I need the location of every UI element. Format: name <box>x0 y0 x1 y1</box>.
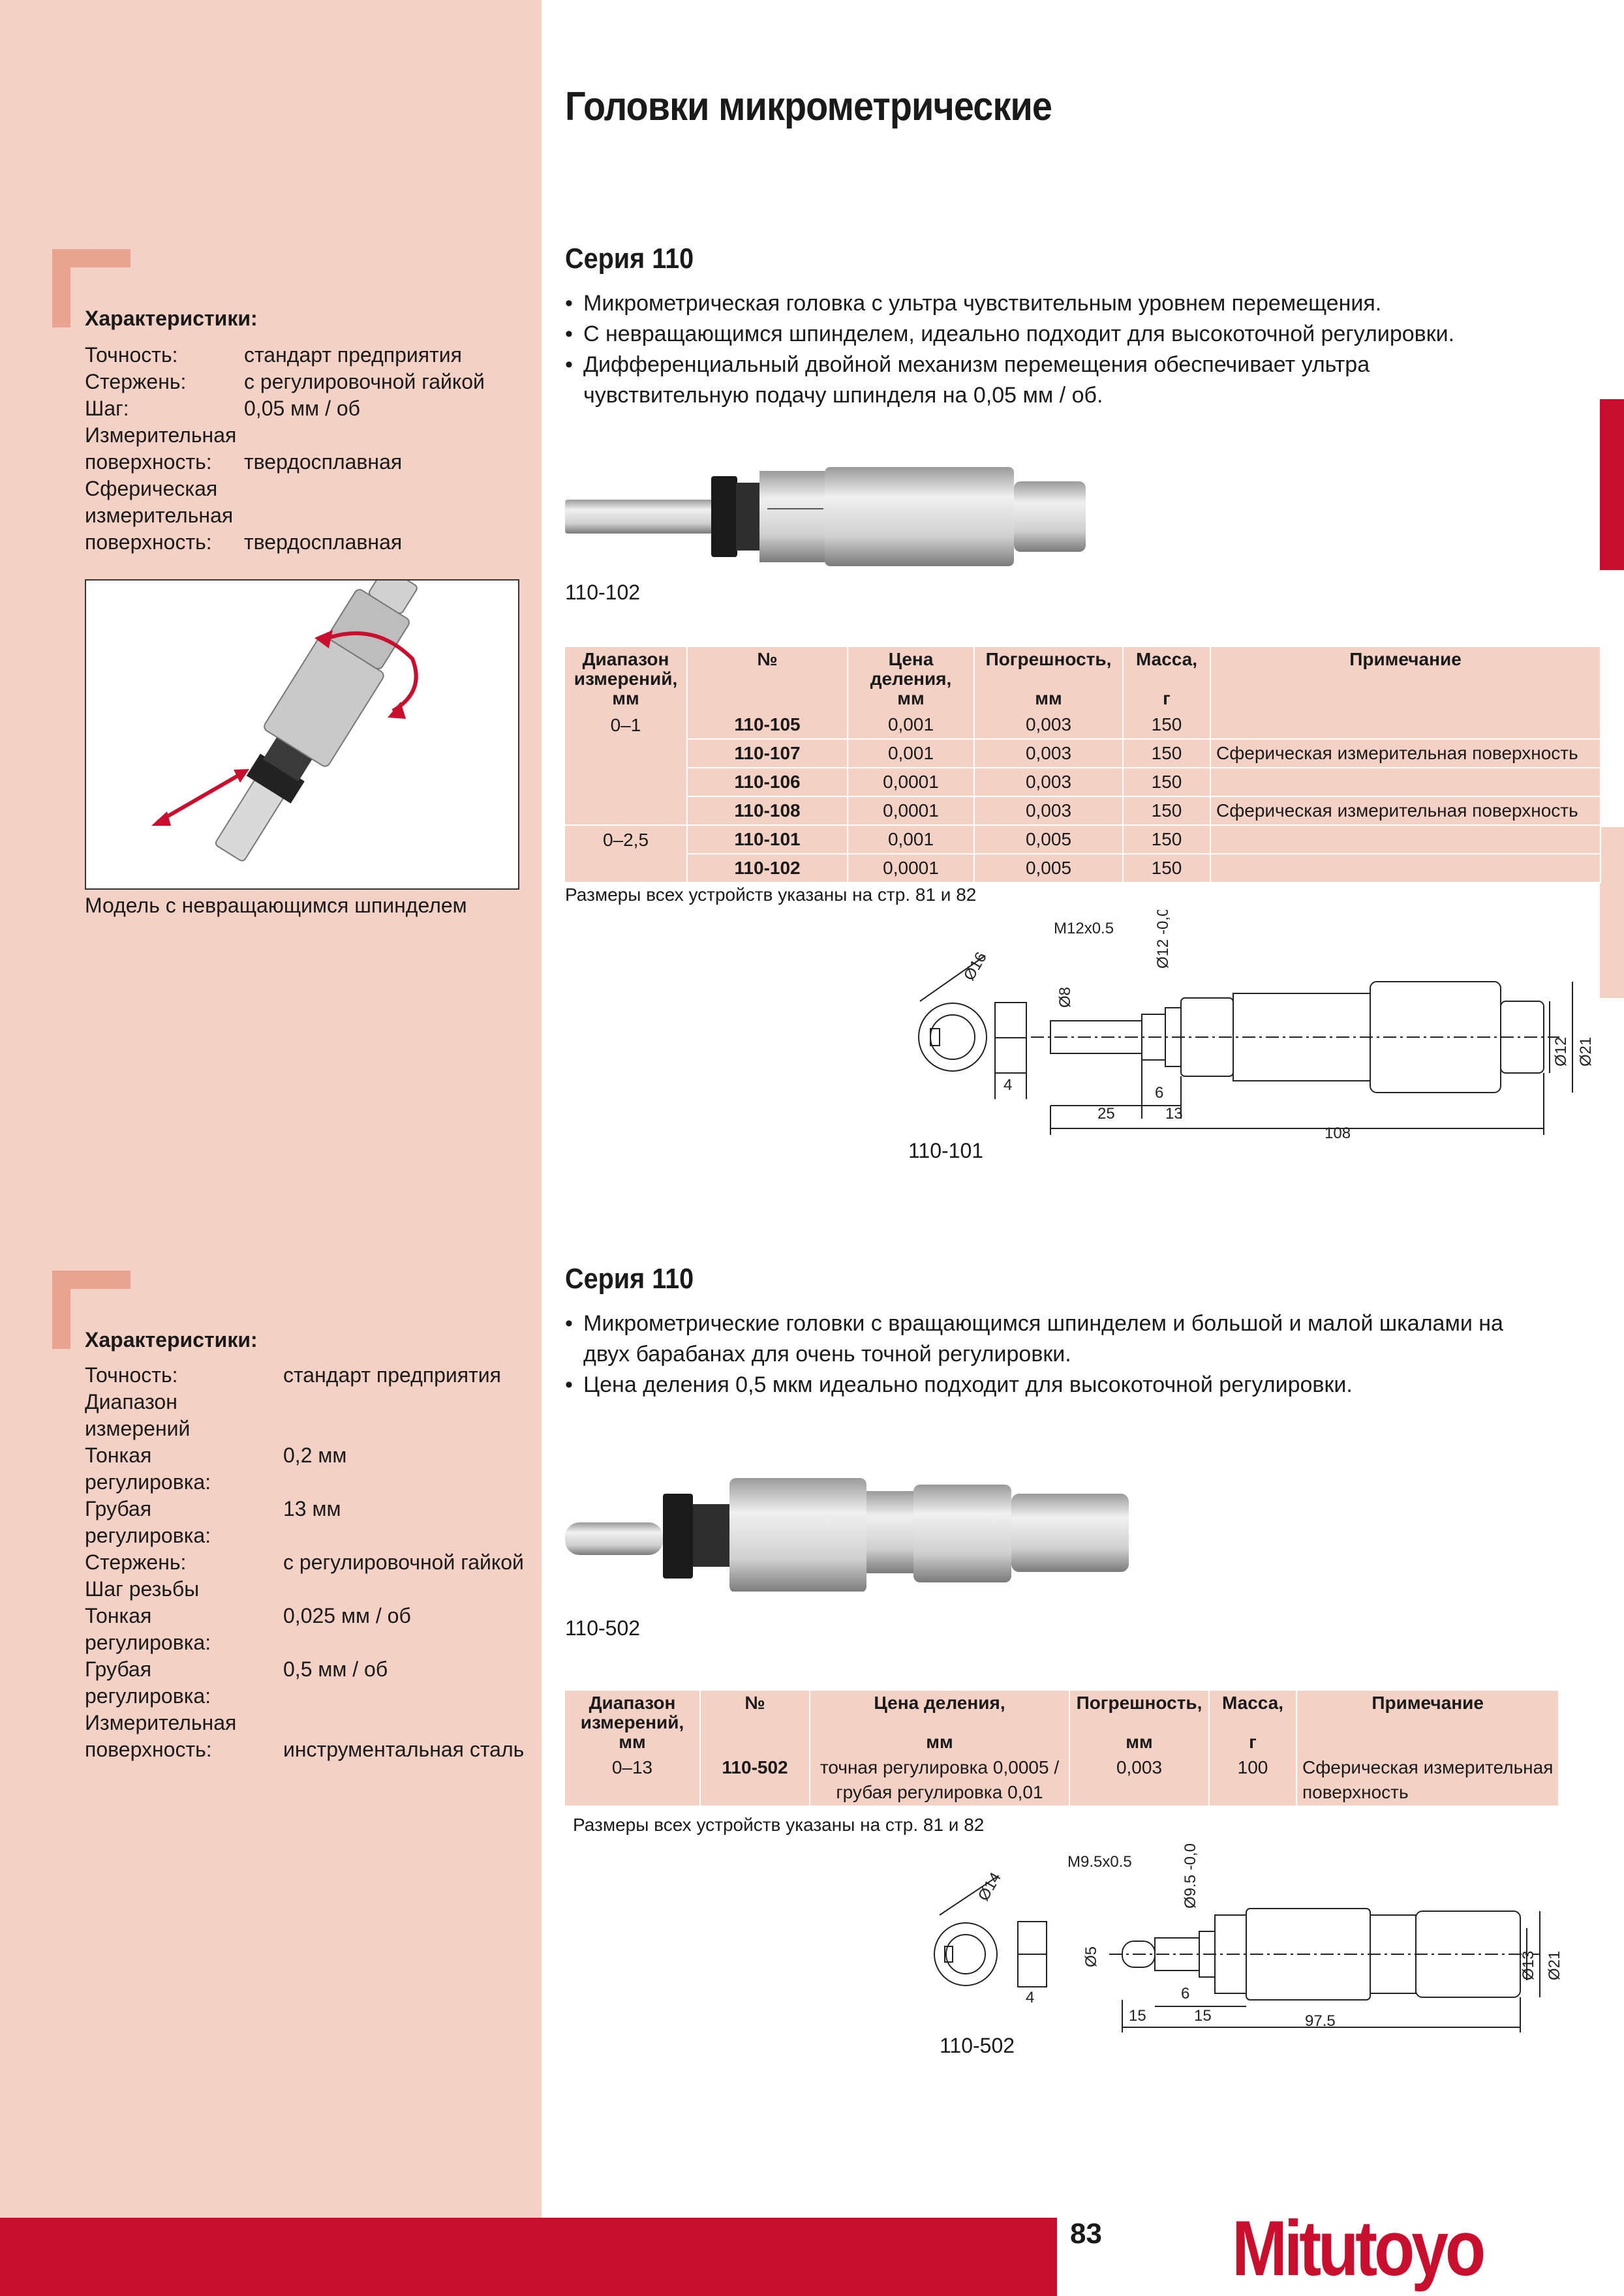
spec-value: 0,05 мм / об <box>244 397 360 420</box>
dim-d13: Ø13 <box>1520 1950 1537 1980</box>
table-row <box>565 796 1601 825</box>
cell-range <box>565 854 687 883</box>
model-caption: Модель с невращающимся шпинделем <box>85 894 467 917</box>
table-row <box>565 768 1601 796</box>
spec-row <box>85 1496 524 1549</box>
dim-4: 4 <box>1026 1989 1035 2006</box>
cell-range: 0–2,5 <box>565 825 687 854</box>
feature-list <box>565 1308 1505 1400</box>
col-header-note: Примечание <box>1210 647 1601 711</box>
spec-row <box>85 1576 524 1603</box>
cell-div: 0,0001 <box>848 854 974 883</box>
cell-note <box>1210 854 1601 883</box>
spec-label: Точность: <box>85 343 178 367</box>
table-row: 0–13 110-502 точная регулировка 0,0005 / грубая регулировка 0,01 0,003 100 Сферическая измерительная поверхность <box>565 1755 1559 1806</box>
characteristics-list <box>85 342 485 556</box>
col-header-error: Погрешность, мм <box>974 647 1123 711</box>
cell-err: 0,005 <box>974 854 1123 883</box>
cell-range: 0–1 <box>565 711 687 739</box>
spec-row <box>85 1362 524 1389</box>
table-row <box>565 711 1601 739</box>
dim-spindle: Ø9.5 -0,009 <box>1182 1843 1199 1909</box>
spec-label: Грубая регулировка: <box>85 1657 211 1708</box>
cell-mass: 150 <box>1123 796 1210 825</box>
drawing-label: 110-502 <box>940 2034 1015 2057</box>
spec-value: стандарт предприятия <box>283 1363 501 1387</box>
cell-range <box>565 768 687 796</box>
dim-13: 13 <box>1165 1105 1183 1123</box>
dim-4: 4 <box>1004 1076 1013 1094</box>
table-row <box>565 739 1601 768</box>
col-header-range: Диапазон измерений, мм <box>565 1691 700 1755</box>
cell-note <box>1210 768 1601 796</box>
cell-no: 110-102 <box>687 854 848 883</box>
feature-list <box>565 288 1570 411</box>
cell-note <box>1210 711 1601 739</box>
col-header-range: Диапазон измерений, мм <box>565 647 687 711</box>
dim-d14: Ø14 <box>974 1869 1005 1904</box>
spec-row <box>85 1603 524 1656</box>
table-row <box>565 854 1601 883</box>
table-footnote: Размеры всех устройств указаны на стр. 81 и 82 <box>565 884 977 905</box>
characteristics-heading: Характеристики: <box>85 1328 258 1352</box>
spec-label: Стержень: <box>85 1550 187 1574</box>
characteristics-list <box>85 1362 524 1763</box>
cell-note: Сферическая измерительная поверхность <box>1210 796 1601 825</box>
spec-table <box>565 1691 1559 1807</box>
dim-6: 6 <box>1155 1084 1164 1102</box>
spec-row <box>85 502 485 529</box>
characteristics-heading: Характеристики: <box>85 307 258 330</box>
col-header-mass: Масса, г <box>1123 647 1210 711</box>
cell-mass: 150 <box>1123 768 1210 796</box>
col-header-error: Погрешность, мм <box>1069 1691 1209 1755</box>
cell-no: 110-101 <box>687 825 848 854</box>
spec-value: 0,025 мм / об <box>283 1604 411 1627</box>
spec-value: 0,5 мм / об <box>283 1657 388 1681</box>
cell-div: 0,0001 <box>848 796 974 825</box>
cell-err: 0,003 <box>974 739 1123 768</box>
cell-div: 0,001 <box>848 711 974 739</box>
spec-value: инструментальная сталь <box>283 1738 525 1761</box>
spec-row <box>85 529 485 556</box>
col-header-division: Цена деления, мм <box>848 647 974 711</box>
cell-no: 110-107 <box>687 739 848 768</box>
page-number: 83 <box>1070 2218 1102 2250</box>
spec-label: поверхность: <box>85 450 212 474</box>
cell-no: 110-105 <box>687 711 848 739</box>
dim-d12: Ø12 <box>1552 1036 1570 1066</box>
cell-div: 0,001 <box>848 739 974 768</box>
spec-row <box>85 1656 524 1710</box>
cell-div: 0,0001 <box>848 768 974 796</box>
col-header-number: № <box>687 647 848 711</box>
footer-bar <box>0 2218 1057 2296</box>
spec-row <box>85 476 485 502</box>
spec-row <box>85 449 485 476</box>
spec-label: Диапазон измерений <box>85 1390 191 1440</box>
spec-value <box>283 1576 524 1603</box>
spec-row <box>85 1442 524 1496</box>
spec-row <box>85 395 485 422</box>
division-cell: точная регулировка 0,0005 / грубая регулировка 0,01 <box>810 1755 1069 1806</box>
cell-range <box>565 739 687 768</box>
spec-label: Шаг: <box>85 397 129 420</box>
spec-value: с регулировочной гайкой <box>283 1550 524 1574</box>
dim-d8: Ø8 <box>1056 986 1074 1008</box>
dim-thread: M9.5x0.5 <box>1067 1853 1132 1871</box>
dim-15b: 15 <box>1194 2007 1212 2025</box>
spec-value: твердосплавная <box>244 530 403 554</box>
cell-mass: 150 <box>1123 854 1210 883</box>
chapter-tab-active[interactable] <box>1600 399 1624 570</box>
dim-97-5: 97.5 <box>1305 2012 1336 2030</box>
spec-value <box>283 1389 524 1442</box>
cell-range <box>565 796 687 825</box>
spec-label: Грубая регулировка: <box>85 1497 211 1547</box>
dim-d16: Ø16 <box>960 949 990 984</box>
spec-value: стандарт предприятия <box>244 343 462 367</box>
dim-spindle: Ø12 -0,011 <box>1154 910 1172 969</box>
spec-label: Тонкая регулировка: <box>85 1443 211 1494</box>
feature-item: • Микрометрическая головка с ультра чувствительным уровнем перемещения. <box>565 288 1570 319</box>
spec-value <box>244 422 485 449</box>
dim-15a: 15 <box>1129 2007 1146 2025</box>
feature-item: • Цена деления 0,5 мкм идеально подходит для высокоточной регулировки. <box>565 1370 1505 1400</box>
spec-label: измерительная <box>85 504 234 527</box>
cell-err: 0,003 <box>974 768 1123 796</box>
spec-label: Сферическая <box>85 477 218 500</box>
spec-label: Тонкая регулировка: <box>85 1604 211 1654</box>
dim-d5: Ø5 <box>1082 1946 1100 1967</box>
spec-value <box>283 1710 524 1736</box>
spec-label: Стержень: <box>85 370 187 393</box>
feature-item: • Дифференциальный двойной механизм перемещения обеспечивает ультра чувствительную подачу шпинделя на 0,05 мм / об. <box>565 350 1405 411</box>
spec-label: Шаг резьбы <box>85 1577 200 1601</box>
spec-label: Точность: <box>85 1363 178 1387</box>
cell-div: 0,001 <box>848 825 974 854</box>
dim-6: 6 <box>1181 1985 1190 2002</box>
cell-no: 110-108 <box>687 796 848 825</box>
dim-d21: Ø21 <box>1577 1036 1595 1066</box>
cell-err: 0,003 <box>974 796 1123 825</box>
spec-value <box>244 476 485 502</box>
spec-row <box>85 342 485 369</box>
cell-no: 110-106 <box>687 768 848 796</box>
cell-err: 0,003 <box>974 711 1123 739</box>
col-header-note: Примечание <box>1296 1691 1559 1755</box>
cell-note: Сферическая измерительная поверхность <box>1210 739 1601 768</box>
col-header-number: № <box>700 1691 810 1755</box>
spec-value: 13 мм <box>283 1497 341 1520</box>
cell-note <box>1210 825 1601 854</box>
dim-d21: Ø21 <box>1546 1950 1563 1980</box>
spec-row <box>85 369 485 395</box>
spec-row <box>85 1710 524 1736</box>
photo-label: 110-102 <box>565 581 641 604</box>
feature-item: • С невращающимся шпинделем, идеально подходит для высокоточной регулировки. <box>565 319 1570 350</box>
spec-row <box>85 1736 524 1763</box>
table-row <box>565 825 1601 854</box>
cell-err: 0,005 <box>974 825 1123 854</box>
spec-label: поверхность: <box>85 1738 212 1761</box>
spec-value <box>244 502 485 529</box>
spec-row <box>85 422 485 449</box>
dim-25: 25 <box>1097 1105 1115 1123</box>
spec-value: твердосплавная <box>244 450 403 474</box>
dim-thread: M12x0.5 <box>1054 920 1114 937</box>
technical-drawing <box>913 1843 1572 2049</box>
spec-value: с регулировочной гайкой <box>244 370 485 393</box>
note-cell: Сферическая измерительная поверхность <box>1296 1755 1559 1806</box>
page-title: Головки микрометрические <box>565 84 1052 129</box>
series-title: Серия 110 <box>565 243 694 275</box>
spec-table <box>565 647 1601 883</box>
spec-row <box>85 1549 524 1576</box>
photo-label: 110-502 <box>565 1616 641 1640</box>
cell-mass: 150 <box>1123 711 1210 739</box>
spec-label: Измерительная <box>85 1711 237 1734</box>
col-header-division: Цена деления, мм <box>810 1691 1069 1755</box>
table-footnote: Размеры всех устройств указаны на стр. 81 и 82 <box>573 1815 985 1835</box>
spec-label: Измерительная <box>85 423 237 447</box>
series-title: Серия 110 <box>565 1263 694 1295</box>
dim-108: 108 <box>1325 1125 1351 1142</box>
spec-label: поверхность: <box>85 530 212 554</box>
feature-item: • Микрометрические головки с вращающимся шпинделем и большой и малой шкалами на двух барабанах для очень точной регулировки. <box>565 1308 1505 1370</box>
cell-mass: 150 <box>1123 825 1210 854</box>
spec-value: 0,2 мм <box>283 1443 347 1467</box>
col-header-mass: Масса, г <box>1209 1691 1296 1755</box>
model-illustration <box>85 579 519 890</box>
drawing-label: 110-101 <box>908 1139 984 1162</box>
product-photo <box>565 1461 1224 1595</box>
technical-drawing <box>894 910 1618 1161</box>
spec-row <box>85 1389 524 1442</box>
brand-logo: Mitutoyo <box>1232 2205 1483 2292</box>
product-photo <box>565 444 1178 577</box>
cell-mass: 150 <box>1123 739 1210 768</box>
